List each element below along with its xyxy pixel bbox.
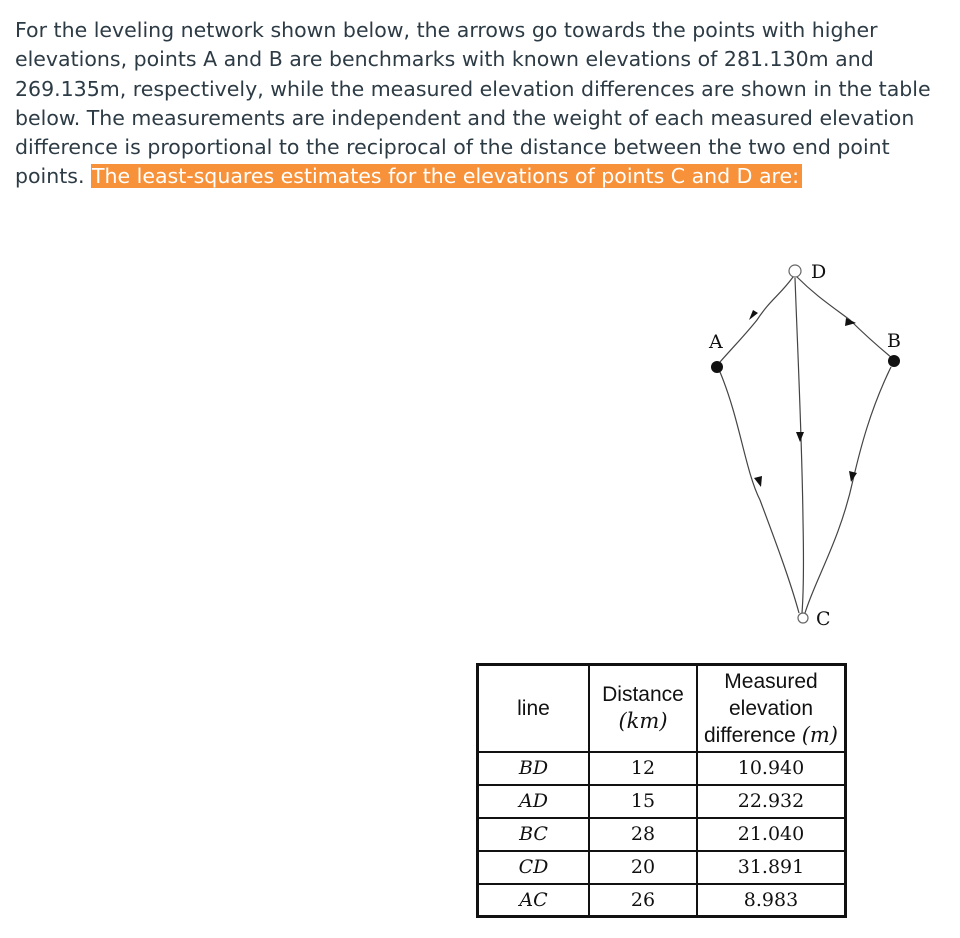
cell-diff: 31.891 xyxy=(697,851,846,884)
cell-diff: 8.983 xyxy=(697,884,846,917)
header-difference xyxy=(697,665,846,752)
label-c: C xyxy=(816,608,831,630)
cell-diff: 10.940 xyxy=(697,752,846,785)
arrow-icon xyxy=(754,476,762,487)
cell-distance: 28 xyxy=(589,818,697,851)
header-distance-label: Distance xyxy=(602,683,684,707)
cell-distance: 26 xyxy=(589,884,697,917)
header-diff-2: elevation xyxy=(728,696,814,720)
cell-diff: 22.932 xyxy=(697,785,846,818)
cell-line: BC xyxy=(478,818,590,851)
table-row xyxy=(478,752,846,785)
table-row xyxy=(478,818,846,851)
cell-distance: 20 xyxy=(589,851,697,884)
point-d xyxy=(789,265,801,277)
cell-diff: 21.040 xyxy=(697,818,846,851)
header-diff-unit: (m) xyxy=(801,722,838,747)
cell-line: CD xyxy=(478,851,590,884)
label-d: D xyxy=(811,261,827,283)
arrow-icon xyxy=(796,432,804,442)
cell-line: BD xyxy=(478,752,590,785)
table-row xyxy=(478,884,846,917)
header-line: line xyxy=(478,665,590,752)
highlighted-question: The least-squares estimates for the elevations of points C and D are: xyxy=(91,164,802,188)
measurements-table xyxy=(476,663,847,918)
cell-distance: 15 xyxy=(589,785,697,818)
table-row xyxy=(478,851,846,884)
point-b xyxy=(888,355,900,367)
question-body: For the leveling network shown below, the arrows go towards the points with higher elevations, points A and B are benchmarks with known elevations of 281.130m and 269.135m, respectively, while the measured elevation differences are shown in the table below. The measurements are independent and the weight of each measured elevation difference is proportional to the reciprocal of the distance between the two end point points. xyxy=(15,18,931,189)
arrow-icon xyxy=(749,310,758,320)
cell-distance: 12 xyxy=(589,752,697,785)
table-header-row xyxy=(478,665,846,752)
header-distance xyxy=(589,665,697,752)
cell-line: AC xyxy=(478,884,590,917)
label-a: A xyxy=(709,331,723,353)
line-da xyxy=(720,277,793,362)
point-a xyxy=(711,361,723,373)
line-bc xyxy=(805,367,891,613)
cell-line: AD xyxy=(478,785,590,818)
line-dc xyxy=(795,278,803,613)
point-c xyxy=(798,613,808,623)
line-ac xyxy=(720,372,799,613)
header-diff-1: Measured xyxy=(724,669,818,693)
table-row xyxy=(478,785,846,818)
label-b: B xyxy=(887,330,901,352)
header-distance-unit: (km) xyxy=(618,709,668,734)
line-db xyxy=(797,277,892,358)
header-diff-3: difference xyxy=(703,723,796,747)
